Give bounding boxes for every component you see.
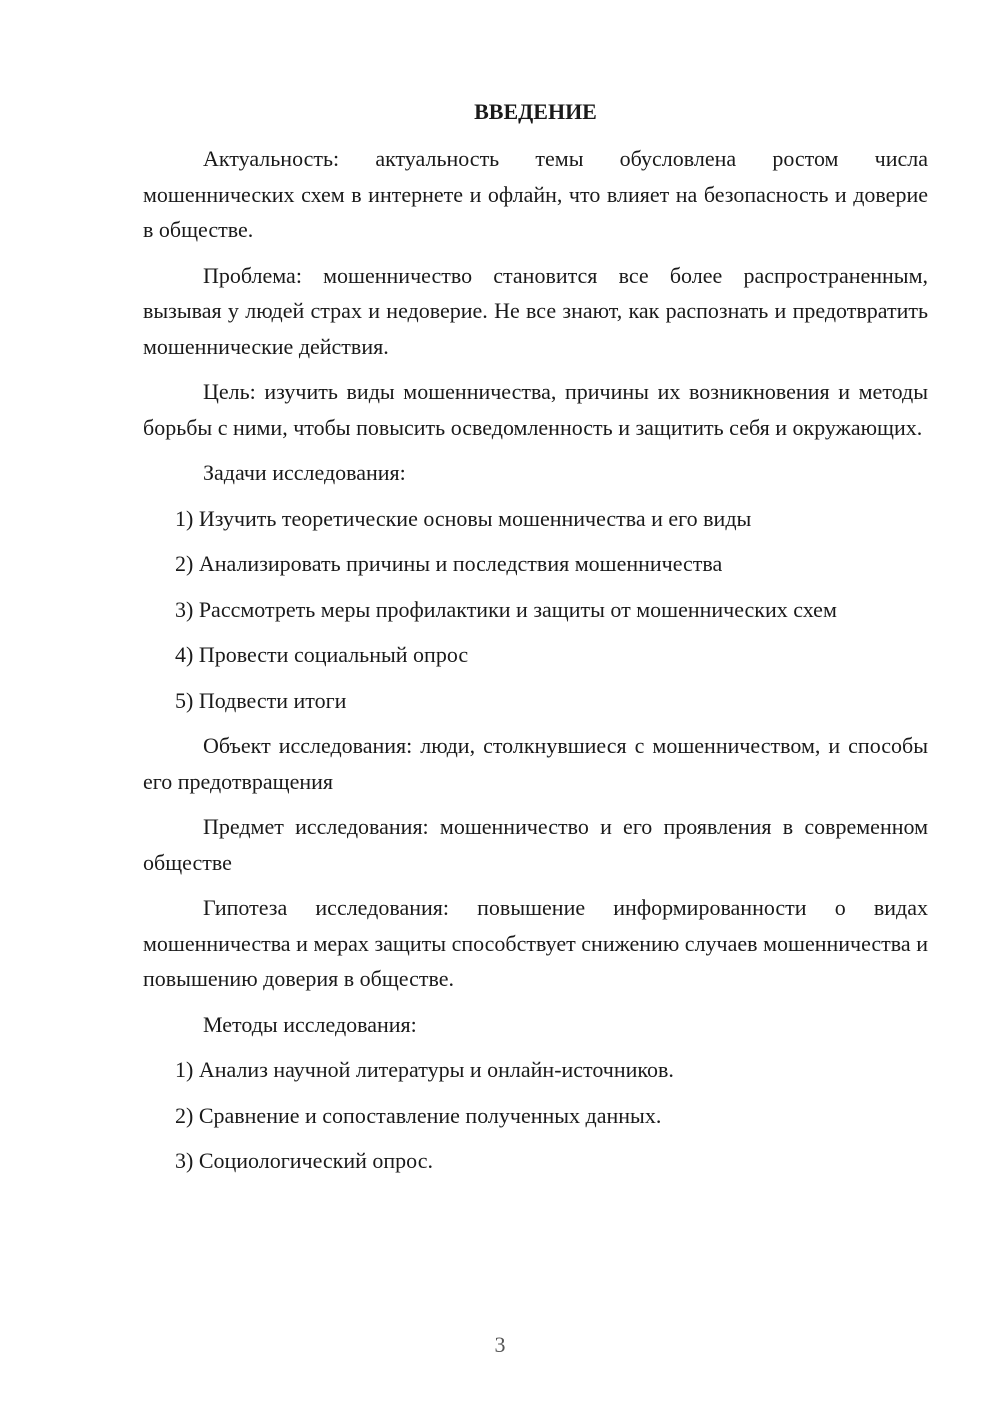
methods-list: [143, 1052, 928, 1179]
relevance-paragraph: Актуальность: актуальность темы обусловлена ростом числа мошеннических схем в интернете и офлайн, что влияет на безопасность и доверие в обществе.: [143, 146, 928, 242]
method-item-3: 3) Социологический опрос.: [175, 1148, 433, 1173]
subject-paragraph: Предмет исследования: мошенничество и его проявления в современном обществе: [143, 814, 928, 875]
task-item-4: 4) Провести социальный опрос: [175, 642, 469, 667]
tasks-list: [143, 501, 928, 719]
tasks-heading: Задачи исследования:: [203, 460, 406, 485]
task-item-2: 2) Анализировать причины и последствия мошенничества: [175, 551, 723, 576]
task-item-1: 1) Изучить теоретические основы мошенничества и его виды: [175, 505, 752, 531]
methods-heading: Методы исследования:: [203, 1011, 417, 1037]
hypothesis-paragraph: Гипотеза исследования: повышение информированности о видах мошенничества и мерах защиты способствует снижению случаев мошенничества и повышению доверия в обществе.: [143, 895, 928, 991]
document-page: [143, 94, 928, 1189]
object-paragraph: Объект исследования: люди, столкнувшиеся с мошенничеством, и способы его предотвращения: [143, 733, 928, 794]
method-item-2: 2) Сравнение и сопоставление полученных данных.: [175, 1102, 662, 1128]
section-title: ВВЕДЕНИЕ: [474, 99, 597, 124]
goal-paragraph: Цель: изучить виды мошенничества, причины их возникновения и методы борьбы с ними, чтобы повысить осведомленность и защитить себя и окружающих.: [143, 379, 928, 440]
task-item-5: 5) Подвести итоги: [175, 687, 347, 713]
task-item-3: 3) Рассмотреть меры профилактики и защиты от мошеннических схем: [175, 596, 837, 622]
method-item-1: 1) Анализ научной литературы и онлайн-источников.: [175, 1057, 674, 1082]
page-number: 3: [494, 1332, 506, 1357]
problem-paragraph: Проблема: мошенничество становится все более распространенным, вызывая у людей страх и недоверие. Не все знают, как распознать и предотвратить мошеннические действия.: [143, 262, 928, 359]
